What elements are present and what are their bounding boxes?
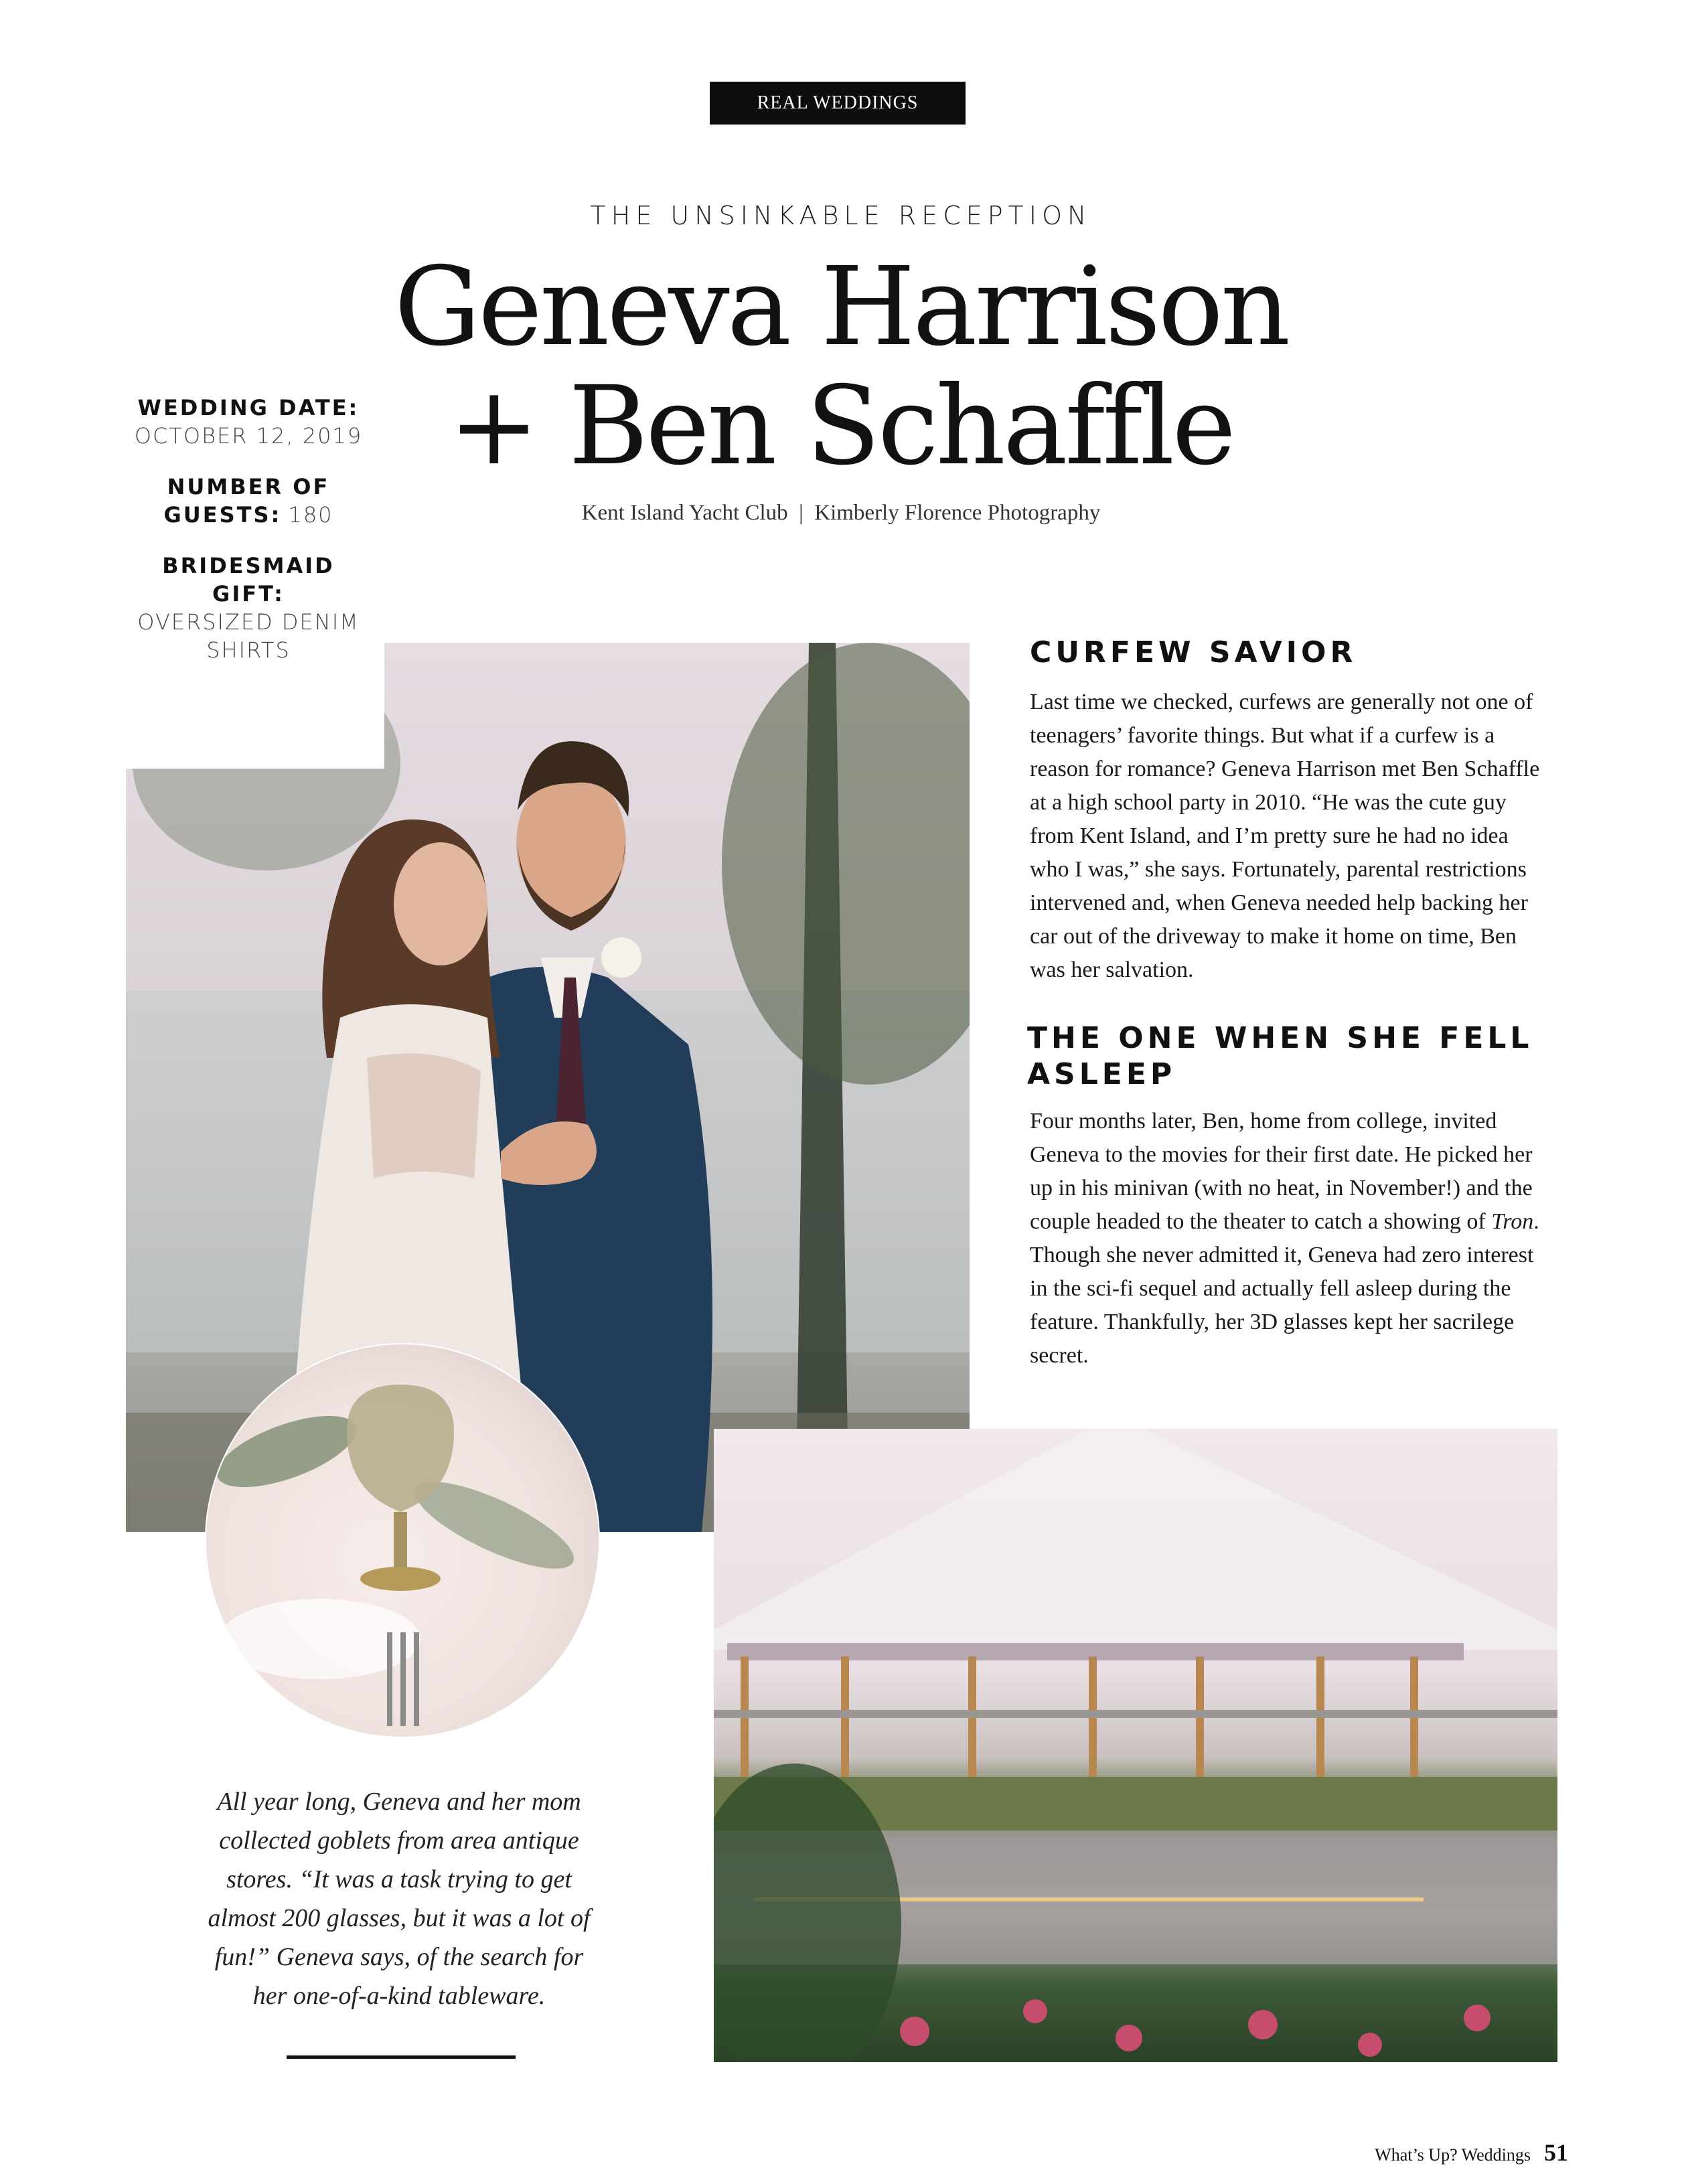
fact-wedding-date (131, 394, 366, 450)
fact-bridesmaid-gift (131, 552, 366, 664)
section-heading-curfew-savior: CURFEW SAVIOR (1030, 635, 1357, 670)
section-body-curfew-savior: Last time we checked, curfews are generally not one of teenagers’ favorite things. But what if a curfew is a reason for romance? Geneva Harrison met Ben Schaffle at a high school party in 2010. “He was the cute guy from Kent Island, and I’m pretty sure he had no idea who I was,” she says. Fortunately, parental restrictions intervened and, when Geneva needed help backing her car out of the driveway to make it home on time, Ben was her salvation. (1030, 690, 1540, 982)
section-body-fell-asleep (1030, 1105, 1552, 1373)
headline-line-1: Geneva Harrison (394, 244, 1288, 370)
goblet-photo (205, 1343, 600, 1738)
tent-reception-photo (714, 1429, 1557, 2062)
kicker: THE UNSINKABLE RECEPTION (590, 201, 1092, 230)
credit-separator: | (799, 501, 804, 525)
tent-illustration (714, 1429, 1557, 2062)
page-footer (1375, 2138, 1568, 2167)
wedding-facts (131, 394, 366, 687)
photographer: Kimberly Florence Photography (814, 501, 1101, 525)
fact-label: WEDDING DATE: (137, 395, 360, 420)
fact-label: BRIDESMAID GIFT: (162, 553, 335, 607)
fact-label: NUMBER OF GUESTS: (163, 474, 330, 528)
body-text-part: Four months later, Ben, home from college, invited Geneva to the movies for their first date. He picked her up in his minivan (with no heat, in November!) and the couple headed to the theater to catch a showing of (1030, 1109, 1533, 1234)
goblet-caption: All year long, Geneva and her mom collected goblets from area antique stores. “It was a task trying to get almost 200 glasses, but it was a lot of fun!” Geneva says, of the search for her one-of-a-kind tableware. (208, 1788, 591, 2010)
movie-title: Tron (1491, 1209, 1534, 1234)
fact-value: 180 (288, 502, 333, 528)
fact-value: OVERSIZED DENIM SHIRTS (137, 609, 360, 663)
headline-line-2: + Ben Schaffle (448, 364, 1234, 489)
section-tag: REAL WEDDINGS (710, 82, 966, 125)
section-heading-fell-asleep: THE ONE WHEN SHE FELL ASLEEP (1027, 1021, 1533, 1091)
body-text-part: . Though she never admitted it, Geneva had zero interest in the sci-fi sequel and actually fell asleep during the feature. Thankfully, her 3D glasses kept her sacrilege secret. (1030, 1209, 1539, 1368)
couple-photo (126, 643, 970, 1532)
fact-value: OCTOBER 12, 2019 (134, 423, 363, 449)
venue: Kent Island Yacht Club (581, 501, 788, 525)
fact-guest-count (131, 473, 366, 529)
publication-name: What’s Up? Weddings (1375, 2145, 1531, 2165)
goblet-illustration (206, 1344, 599, 1737)
couple-illustration (126, 643, 970, 1532)
caption-rule (287, 2055, 516, 2059)
page-number: 51 (1544, 2139, 1568, 2166)
